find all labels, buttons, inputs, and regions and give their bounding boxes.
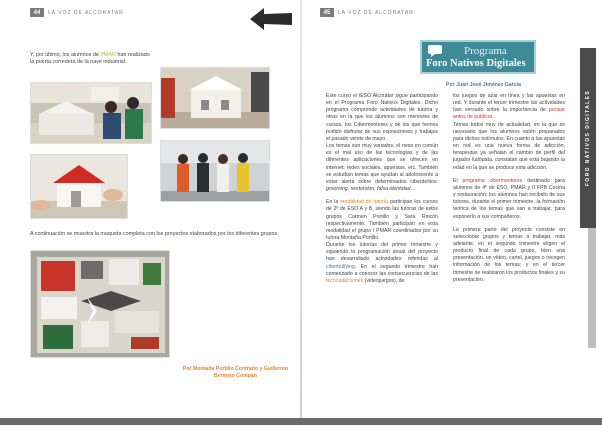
bottom-strip xyxy=(0,418,602,425)
banner-title: Foro Nativos Digitales xyxy=(426,58,526,69)
left-page xyxy=(0,0,300,418)
paragraph: Este curso el IESO Alcorátar sigue participando en el Programa Foro Nativos Digitales. Dicho programa comprende actividades de tutoría y otras en la que los alumnos son mentores de cursos, los Cibermentores y de los que hemos podido disfrutar de sus exposiciones y trabajos el pasado veinte de mayo. xyxy=(326,93,438,142)
right-page-header xyxy=(320,8,414,17)
paragraph: La primera parte del proyecto consiste en seleccionar grupos y temas a trabajar, más adelante, en el segundo trimestre eligen el producto final de cada grupo, bien una presentación, un vídeo, cartel, juegos o recogen información de los temas; y en el tercer trimestre se realizaron los productos finales y su presentación. xyxy=(453,226,565,283)
article-author: Por Juan José Jiménez García xyxy=(446,82,521,88)
intro-paragraph: Y, por último, los alumnos de PMAR han realizado la puerta corredera de la nave industrial. xyxy=(30,52,150,66)
highlight-text: pensar antes de publicar xyxy=(453,107,565,121)
page-number-left: 44 xyxy=(30,8,44,17)
paragraph: Los temas son muy variados, el nexo en común es el mal uso de las tecnologías y de las diferentes aplicaciones que se ofrecen en internet: redes sociales, apuestas, etc. También se estudian temas que ayudan al adolescente a estar alerta sobre determinados ciberdelitos: grooming, sextorsion, falsa identidad… xyxy=(326,143,438,193)
highlight-text: tecnoadicciones xyxy=(326,277,364,284)
model-caption: A continuación se muestra la maqueta completa con los proyectos elaborados por los diferentes grupos. xyxy=(30,231,279,237)
highlight-text: modalidad de tutoría xyxy=(340,199,389,206)
article-column-2 xyxy=(453,93,565,284)
side-tab-shade xyxy=(588,228,596,348)
photo-students-workshop xyxy=(30,82,152,144)
paragraph: los juegos de azar en línea y las apuestas en red. Y durante el tercer trimestre las actividades han versado sobre la importancia de pensar antes de publicar. xyxy=(453,93,565,121)
photo-red-roof-model xyxy=(30,154,128,219)
chat-bubble-icon xyxy=(428,45,442,57)
magazine-title-left: LA VOZ DE ALCORATAR xyxy=(48,9,124,16)
photo-building-model xyxy=(160,67,270,129)
photo-student-group xyxy=(160,140,270,202)
highlight-text: ciberbullying xyxy=(326,263,355,270)
photo-complete-model xyxy=(30,250,170,358)
left-page-header xyxy=(30,8,124,17)
article-column-1 xyxy=(326,93,438,285)
banner-subtitle: Programa xyxy=(464,45,507,57)
program-banner xyxy=(420,40,536,74)
section-side-tab: FORO NATIVOS DIGITALES xyxy=(580,48,596,228)
highlight-text: programa cibermentores xyxy=(462,177,523,184)
page-number-right: 45 xyxy=(320,8,334,17)
paragraph: Temas todos muy de actualidad, en la que es necesario que los alumnos estén preparados para dichos estímulos. En cuanto a las apuestas en red es una nueva forma de adicción, terapeutas ya señalan el cambio de perfil del jugador ludópata, constatan que está bajando la edad en la que se produce esta adicción. xyxy=(453,121,565,171)
paragraph: Durante los tutorías del primer trimestre y siguiendo la programación anual del proyecto han desarrollado actividades referidas al ciberbullying. En el segundo trimestre han comenzado a conocer las consecuencias de las tecnoadicciones (videojuegos), de xyxy=(326,242,438,284)
pmar-highlight: PMAR xyxy=(100,52,116,58)
paragraph: El programa cibermentores destinado para alumnos de 4º de ESO, PMAR y II FPB Cocina y restauración; los alumnos han recibido de sus tutores, durante el primer trimestre, la formación teórica de los temas que van a trabajar, para exponerlo a sus compañeros. xyxy=(453,177,565,220)
back-arrow-icon[interactable] xyxy=(250,8,292,30)
magazine-title-right: LA VOZ DE ALCORATAR xyxy=(338,9,414,16)
right-page xyxy=(302,0,602,418)
photo-credit: Por Montaña Portillo Contrado y Guillermo Bermejo Compán xyxy=(182,366,289,379)
paragraph: En la modalidad de tutoría participan los cursos de 2º de ESO A y B, siendo las tutoras de estos grupos Carmen Portillo y Sara Rincón respectivamente. También participan en esta modalidad el grupo I PMAR coordinados por su tutora Montaña Portillo. xyxy=(326,199,439,241)
